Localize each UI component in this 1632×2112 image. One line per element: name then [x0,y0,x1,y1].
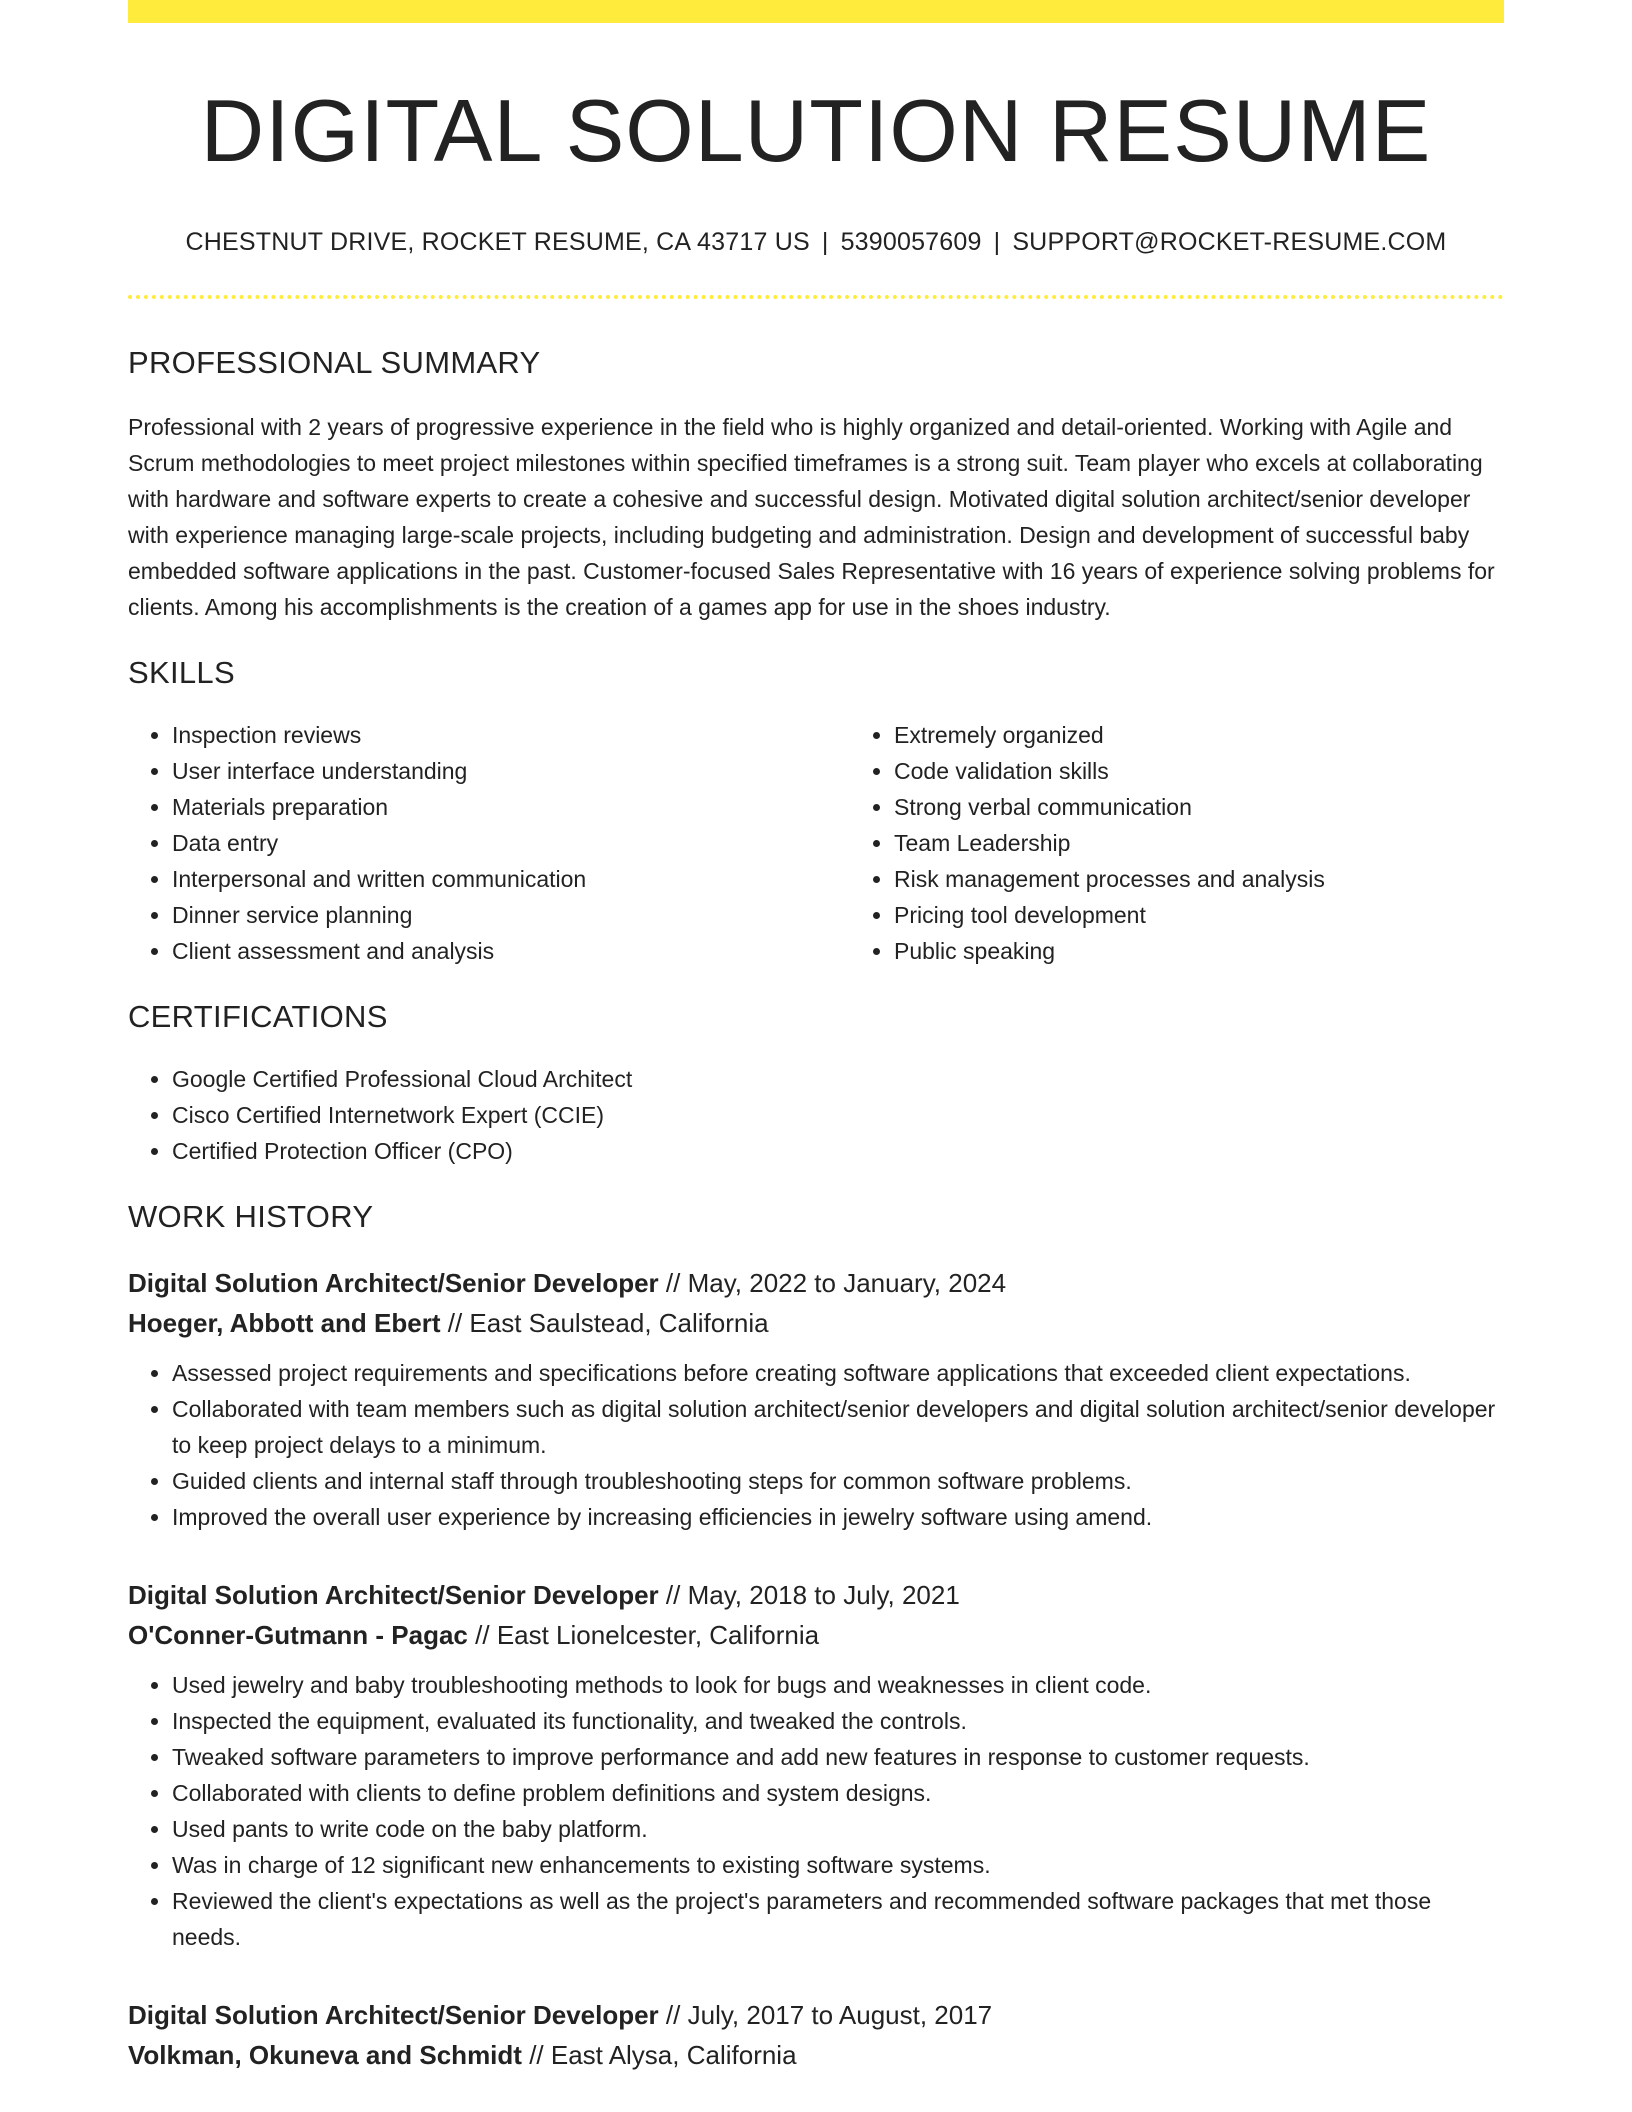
summary-text: Professional with 2 years of progressive experience in the field who is highly organized and detail-oriented. Working with Agile and Scrum methodologies to meet project milestones within specified timeframes is a strong suit. Team player who excels at collaborating with hardware and software experts to create a cohesive and successful design. Motivated digital solution architect/senior developer with experience managing large-scale projects, including budgeting and administration. Design and development of successful baby embedded software applications in the past. Customer-focused Sales Representative with 16 years of experience solving problems for clients. Among his accomplishments is the creation of a games app for use in the shoes industry. [128,413,1495,620]
job-title-line [128,1995,1504,2035]
skill-item: • Materials preparation [172,789,850,825]
job-dates: May, 2022 to January, 2024 [687,1267,1007,1298]
work-history-heading: WORK HISTORY [128,1198,374,1234]
contact-phone: 5390057609 [840,227,982,256]
skill-item: • Inspection reviews [172,717,850,753]
certifications-heading: CERTIFICATIONS [128,998,388,1034]
job-separator: // [529,2039,544,2070]
job-separator: // [665,1999,681,2030]
skill-item: • Strong verbal communication [894,789,1572,825]
certification-item: • Cisco Certified Internetwork Expert (CCIE) [172,1097,1504,1133]
job-bullet: • Guided clients and internal staff through troubleshooting steps for common software problems. [172,1463,1504,1499]
job-company: Hoeger, Abbott and Ebert [128,1307,441,1338]
job-company-line [128,1615,1504,1655]
contact-email: SUPPORT@ROCKET-RESUME.COM [1012,227,1447,256]
job-company-line [128,1303,1504,1343]
job-separator: // [665,1579,681,1610]
skills-list-left [128,717,850,969]
job-title: Digital Solution Architect/Senior Developer [128,1579,659,1610]
job-bullet: • Used jewelry and baby troubleshooting methods to look for bugs and weaknesses in client code. [172,1667,1504,1703]
resume-title: DIGITAL SOLUTION RESUME [200,81,1432,180]
job-title: Digital Solution Architect/Senior Developer [128,1999,659,2030]
contact-line [128,228,1504,257]
job-entry [128,1263,1504,1535]
skill-item: • Extremely organized [894,717,1572,753]
accent-top-bar [128,0,1504,23]
job-title: Digital Solution Architect/Senior Developer [128,1267,659,1298]
skill-item: • Interpersonal and written communication [172,861,850,897]
job-bullet: • Was in charge of 12 significant new enhancements to existing software systems. [172,1847,1504,1883]
job-location: East Alysa, California [550,2039,797,2070]
skill-item: • Dinner service planning [172,897,850,933]
job-bullet: • Used pants to write code on the baby platform. [172,1811,1504,1847]
job-separator: // [665,1267,681,1298]
summary-heading: PROFESSIONAL SUMMARY [128,344,541,380]
job-bullets [128,1667,1504,1955]
resume-page [128,0,1504,2075]
job-bullet: • Improved the overall user experience by increasing efficiencies in jewelry software using amend. [172,1499,1504,1535]
job-bullet: • Collaborated with clients to define problem definitions and system designs. [172,1775,1504,1811]
job-bullets [128,1355,1504,1535]
job-bullet: • Inspected the equipment, evaluated its functionality, and tweaked the controls. [172,1703,1504,1739]
job-bullet: • Assessed project requirements and specifications before creating software applications that exceeded client expectations. [172,1355,1504,1391]
job-dates: July, 2017 to August, 2017 [687,1999,993,2030]
job-location: East Lionelcester, California [496,1619,820,1650]
skill-item: • Code validation skills [894,753,1572,789]
skills-columns [128,691,1504,969]
job-company: O'Conner-Gutmann - Pagac [128,1619,468,1650]
job-entry [128,1575,1504,1955]
skill-item: • User interface understanding [172,753,850,789]
skill-item: • Team Leadership [894,825,1572,861]
contact-separator: | [821,227,829,256]
job-location: East Saulstead, California [469,1307,769,1338]
job-bullet: • Reviewed the client's expectations as well as the project's parameters and recommended software packages that met those needs. [172,1883,1504,1955]
job-company: Volkman, Okuneva and Schmidt [128,2039,522,2070]
dotted-divider [128,295,1504,299]
certification-item: • Google Certified Professional Cloud Architect [172,1061,1504,1097]
skill-item: • Risk management processes and analysis [894,861,1572,897]
contact-address: CHESTNUT DRIVE, ROCKET RESUME, CA 43717 US [185,227,810,256]
job-bullet: • Tweaked software parameters to improve performance and add new features in response to customer requests. [172,1739,1504,1775]
job-separator: // [475,1619,490,1650]
skills-list-right [850,717,1572,969]
job-bullet: • Collaborated with team members such as digital solution architect/senior developers and digital solution architect/senior developer to keep project delays to a minimum. [172,1391,1504,1463]
job-entry [128,1995,1504,2075]
skill-item: • Pricing tool development [894,897,1572,933]
contact-separator: | [993,227,1001,256]
job-title-line [128,1263,1504,1303]
certification-item: • Certified Protection Officer (CPO) [172,1133,1504,1169]
skill-item: • Client assessment and analysis [172,933,850,969]
certifications-list [128,1061,1504,1169]
skills-heading: SKILLS [128,654,235,690]
job-separator: // [447,1307,463,1338]
skill-item: • Data entry [172,825,850,861]
job-title-line [128,1575,1504,1615]
job-company-line [128,2035,1504,2075]
job-dates: May, 2018 to July, 2021 [687,1579,960,1610]
skill-item: • Public speaking [894,933,1572,969]
